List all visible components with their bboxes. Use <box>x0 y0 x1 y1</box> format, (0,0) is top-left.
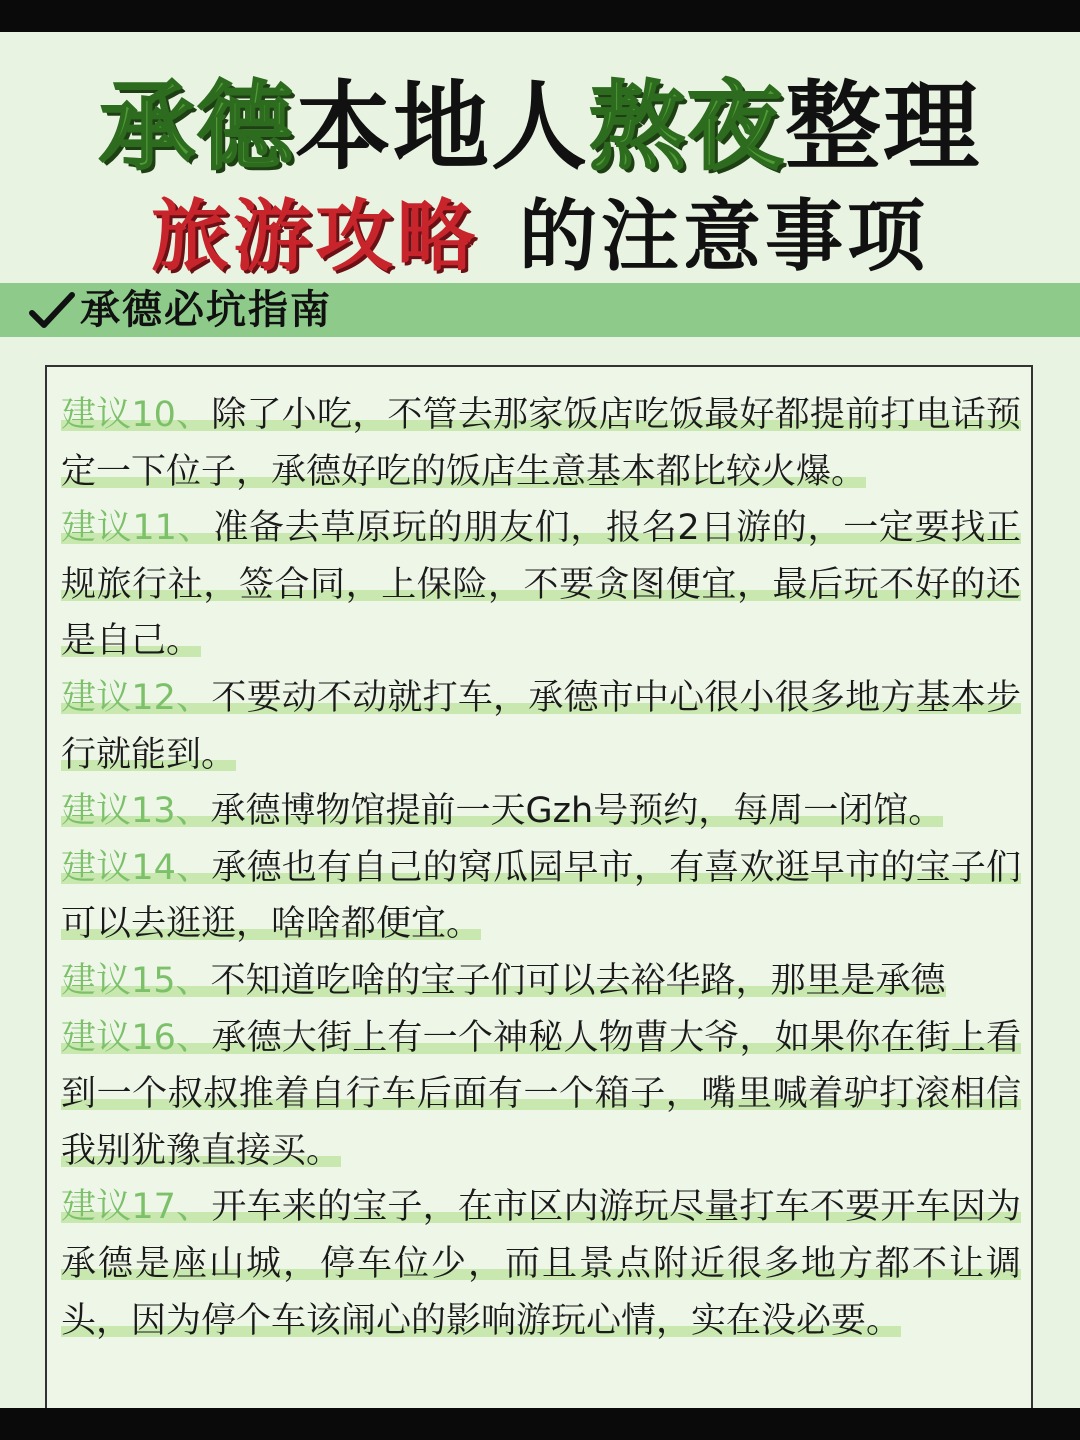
tip-item <box>61 387 1021 500</box>
poster <box>0 32 1080 1408</box>
tip-label: 建议17、 <box>61 1187 212 1228</box>
tip-item <box>61 1179 1021 1349</box>
section-title: 承德必坑指南 <box>80 287 332 333</box>
title-late-night: 熬夜 <box>589 71 785 183</box>
subtitle-guide: 旅游攻略 <box>150 192 479 282</box>
tip-item <box>61 670 1021 783</box>
title-compile: 整理 <box>785 71 981 183</box>
tip-label: 建议11、 <box>61 508 214 549</box>
tips-box <box>45 365 1033 1408</box>
tip-text: 承德大街上有一个神秘人物曹大爷，如果你在街上看到一个叔叔推着自行车后面有一个箱子，嘴里喊着驴打滚相信我别犹豫直接买。 <box>61 1017 1021 1171</box>
tip-text: 承德也有自己的窝瓜园早市，有喜欢逛早市的宝子们可以去逛逛，啥啥都便宜。 <box>61 847 1021 945</box>
tip-item <box>61 783 1021 840</box>
tip-text: 不要动不动就打车，承德市中心很小很多地方基本步行就能到。 <box>61 677 1021 775</box>
tip-label: 建议15、 <box>61 960 211 1001</box>
checkmark-icon <box>28 289 76 333</box>
tip-item <box>61 840 1021 953</box>
tips-list <box>61 387 1021 1349</box>
title-city: 承德 <box>99 71 295 183</box>
section-header <box>0 283 1080 337</box>
tip-text: 开车来的宝子，在市区内游玩尽量打车不要开车因为 承德是座山城，停车位少，而且景点附近很多地方都不让调头，因为停个车该闹心的影响游玩心情，实在没必要。 <box>61 1187 1021 1341</box>
tip-label: 建议13、 <box>61 791 211 832</box>
tip-label: 建议16、 <box>61 1017 212 1058</box>
main-title <box>0 72 1080 182</box>
tip-text: 准备去草原玩的朋友们，报名2日游的，一定要找正规旅行社，签合同，上保险，不要贪图便宜，最后玩不好的还是自己。 <box>61 508 1021 662</box>
subtitle-notes: 的注意事项 <box>519 192 930 282</box>
tip-item <box>61 953 1021 1010</box>
tip-label: 建议14、 <box>61 847 212 888</box>
tip-item <box>61 1010 1021 1180</box>
sub-title <box>0 192 1080 282</box>
tip-text: 承德博物馆提前一天Gzh号预约，每周一闭馆。 <box>210 791 944 832</box>
title-local: 本地人 <box>295 71 589 183</box>
tip-label: 建议12、 <box>61 677 212 718</box>
tip-label: 建议10、 <box>61 395 212 435</box>
tip-text: 不知道吃啥的宝子们可以去裕华路，那里是承德 <box>210 960 946 1001</box>
tip-item <box>61 500 1021 670</box>
tip-text: 除了小吃，不管去那家饭店吃饭最好都提前打电话预定一下位子，承德好吃的饭店生意基本都比较火爆。 <box>61 395 1021 492</box>
